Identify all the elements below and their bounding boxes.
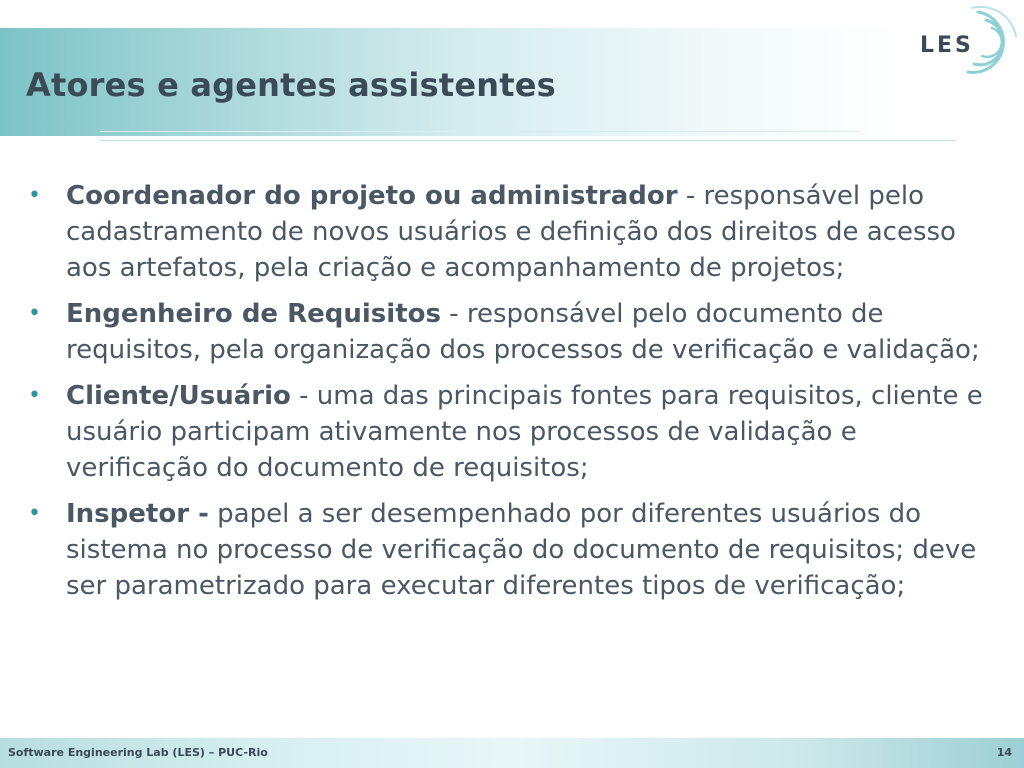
bullet-item-inspetor <box>26 496 998 604</box>
bullet-list <box>26 178 998 614</box>
bullet-text: - responsável pelo documento de requisitos, pela organização dos processos de verificação e validação; <box>66 299 980 365</box>
bullet-dot-icon: • <box>28 383 41 408</box>
les-swirl-icon <box>968 7 1016 72</box>
bullet-dot-icon: • <box>28 501 41 526</box>
bullet-dot-icon: • <box>28 301 41 326</box>
bullet-text: - responsável pelo cadastramento de novos usuários e definição dos direitos de acesso aos artefatos, pela criação e acompanhamento de projetos; <box>66 181 956 283</box>
bullet-dot-icon: • <box>28 183 41 208</box>
bullet-term: Coordenador do projeto ou administrador <box>66 181 678 211</box>
bullet-item-engenheiro <box>26 296 998 368</box>
footer-text: Software Engineering Lab (LES) – PUC-Rio <box>8 746 268 759</box>
bullet-text: papel a ser desempenhado por diferentes usuários do sistema no processo de verificação do documento de requisitos; deve ser parametrizado para executar diferentes tipos de verificação; <box>66 499 977 601</box>
les-logo <box>916 2 1020 82</box>
title-divider <box>100 140 956 141</box>
bullet-term: Cliente/Usuário <box>66 381 291 411</box>
bullet-term: Inspetor - <box>66 499 209 529</box>
bullet-item-coordenador <box>26 178 998 286</box>
title-divider-inner <box>100 131 860 132</box>
logo-text: LES <box>920 33 974 58</box>
bullet-term: Engenheiro de Requisitos <box>66 299 441 329</box>
slide-title: Atores e agentes assistentes <box>26 66 556 104</box>
bullet-item-cliente <box>26 378 998 486</box>
footer-bar <box>0 738 1024 768</box>
bullet-text: - uma das principais fontes para requisitos, cliente e usuário participam ativamente nos processos de validação e verificação do documento de requisitos; <box>66 381 983 483</box>
page-number: 14 <box>996 746 1012 759</box>
